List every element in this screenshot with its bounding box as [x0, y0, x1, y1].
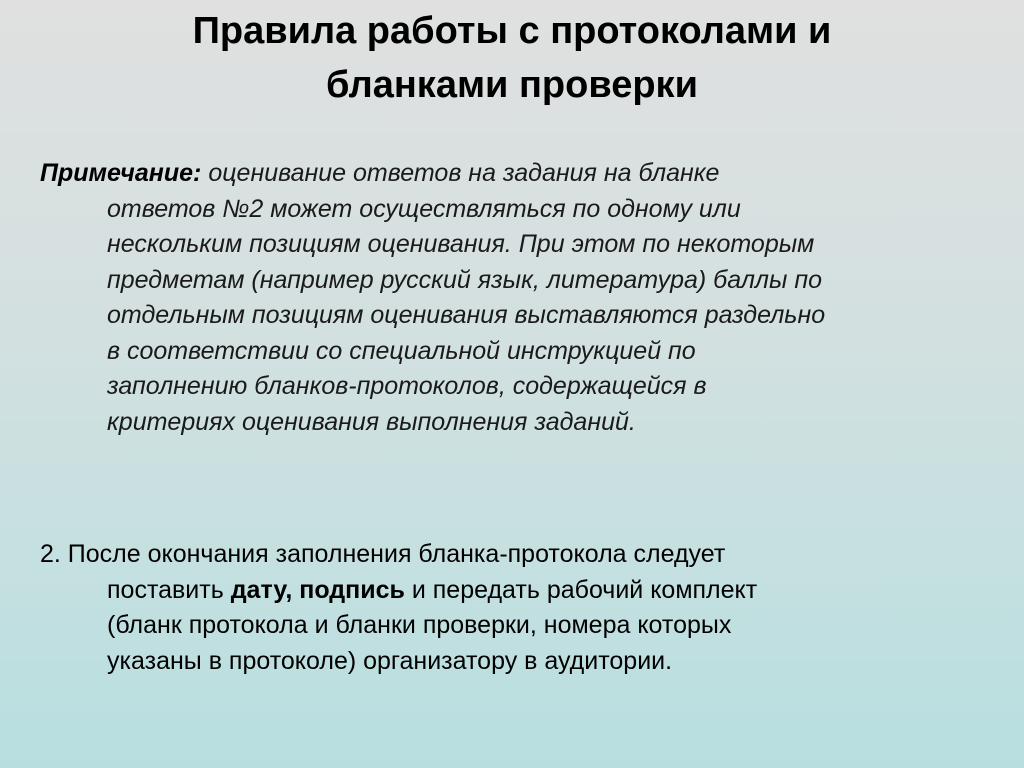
point-2-text-after: и передать рабочий комплект: [404, 575, 758, 604]
point-2-line-2: [40, 573, 990, 609]
point-2-line-1: 2. После окончания заполнения бланка-протокола следует: [40, 540, 726, 568]
date-signature-emphasis: дату, подпись: [230, 575, 405, 604]
note-label: Примечание:: [40, 159, 202, 187]
point-2-paragraph: [40, 537, 990, 679]
title-line-1: Правила работы с протоколами и: [192, 10, 832, 52]
note-line-6: в соответствии со специальной инструкцией по: [107, 336, 696, 365]
note-line-2: ответов №2 может осуществляться по одному или: [107, 194, 741, 223]
note-line-8: критериях оценивания выполнения заданий.: [107, 407, 636, 436]
note-line-1: [40, 156, 990, 192]
note-line-5: отдельным позициям оценивания выставляются раздельно: [107, 301, 826, 329]
title-line-2: бланками проверки: [326, 64, 698, 106]
point-2-line-3: (бланк протокола и бланки проверки, номера которых: [107, 611, 732, 639]
note-line-7: заполнению бланков-протоколов, содержащейся в: [107, 372, 707, 400]
note-line-3: нескольким позициям оценивания. При этом по некоторым: [107, 230, 815, 258]
slide-title: [60, 4, 964, 112]
note-text-1: оценивание ответов на задания на бланке: [201, 159, 720, 187]
note-line-4: предметам (например русский язык, литература) баллы по: [107, 265, 823, 294]
point-2-line-4: указаны в протоколе) организатору в аудитории.: [107, 646, 673, 675]
note-paragraph: [40, 156, 990, 440]
point-2-text-before: поставить: [107, 575, 231, 604]
